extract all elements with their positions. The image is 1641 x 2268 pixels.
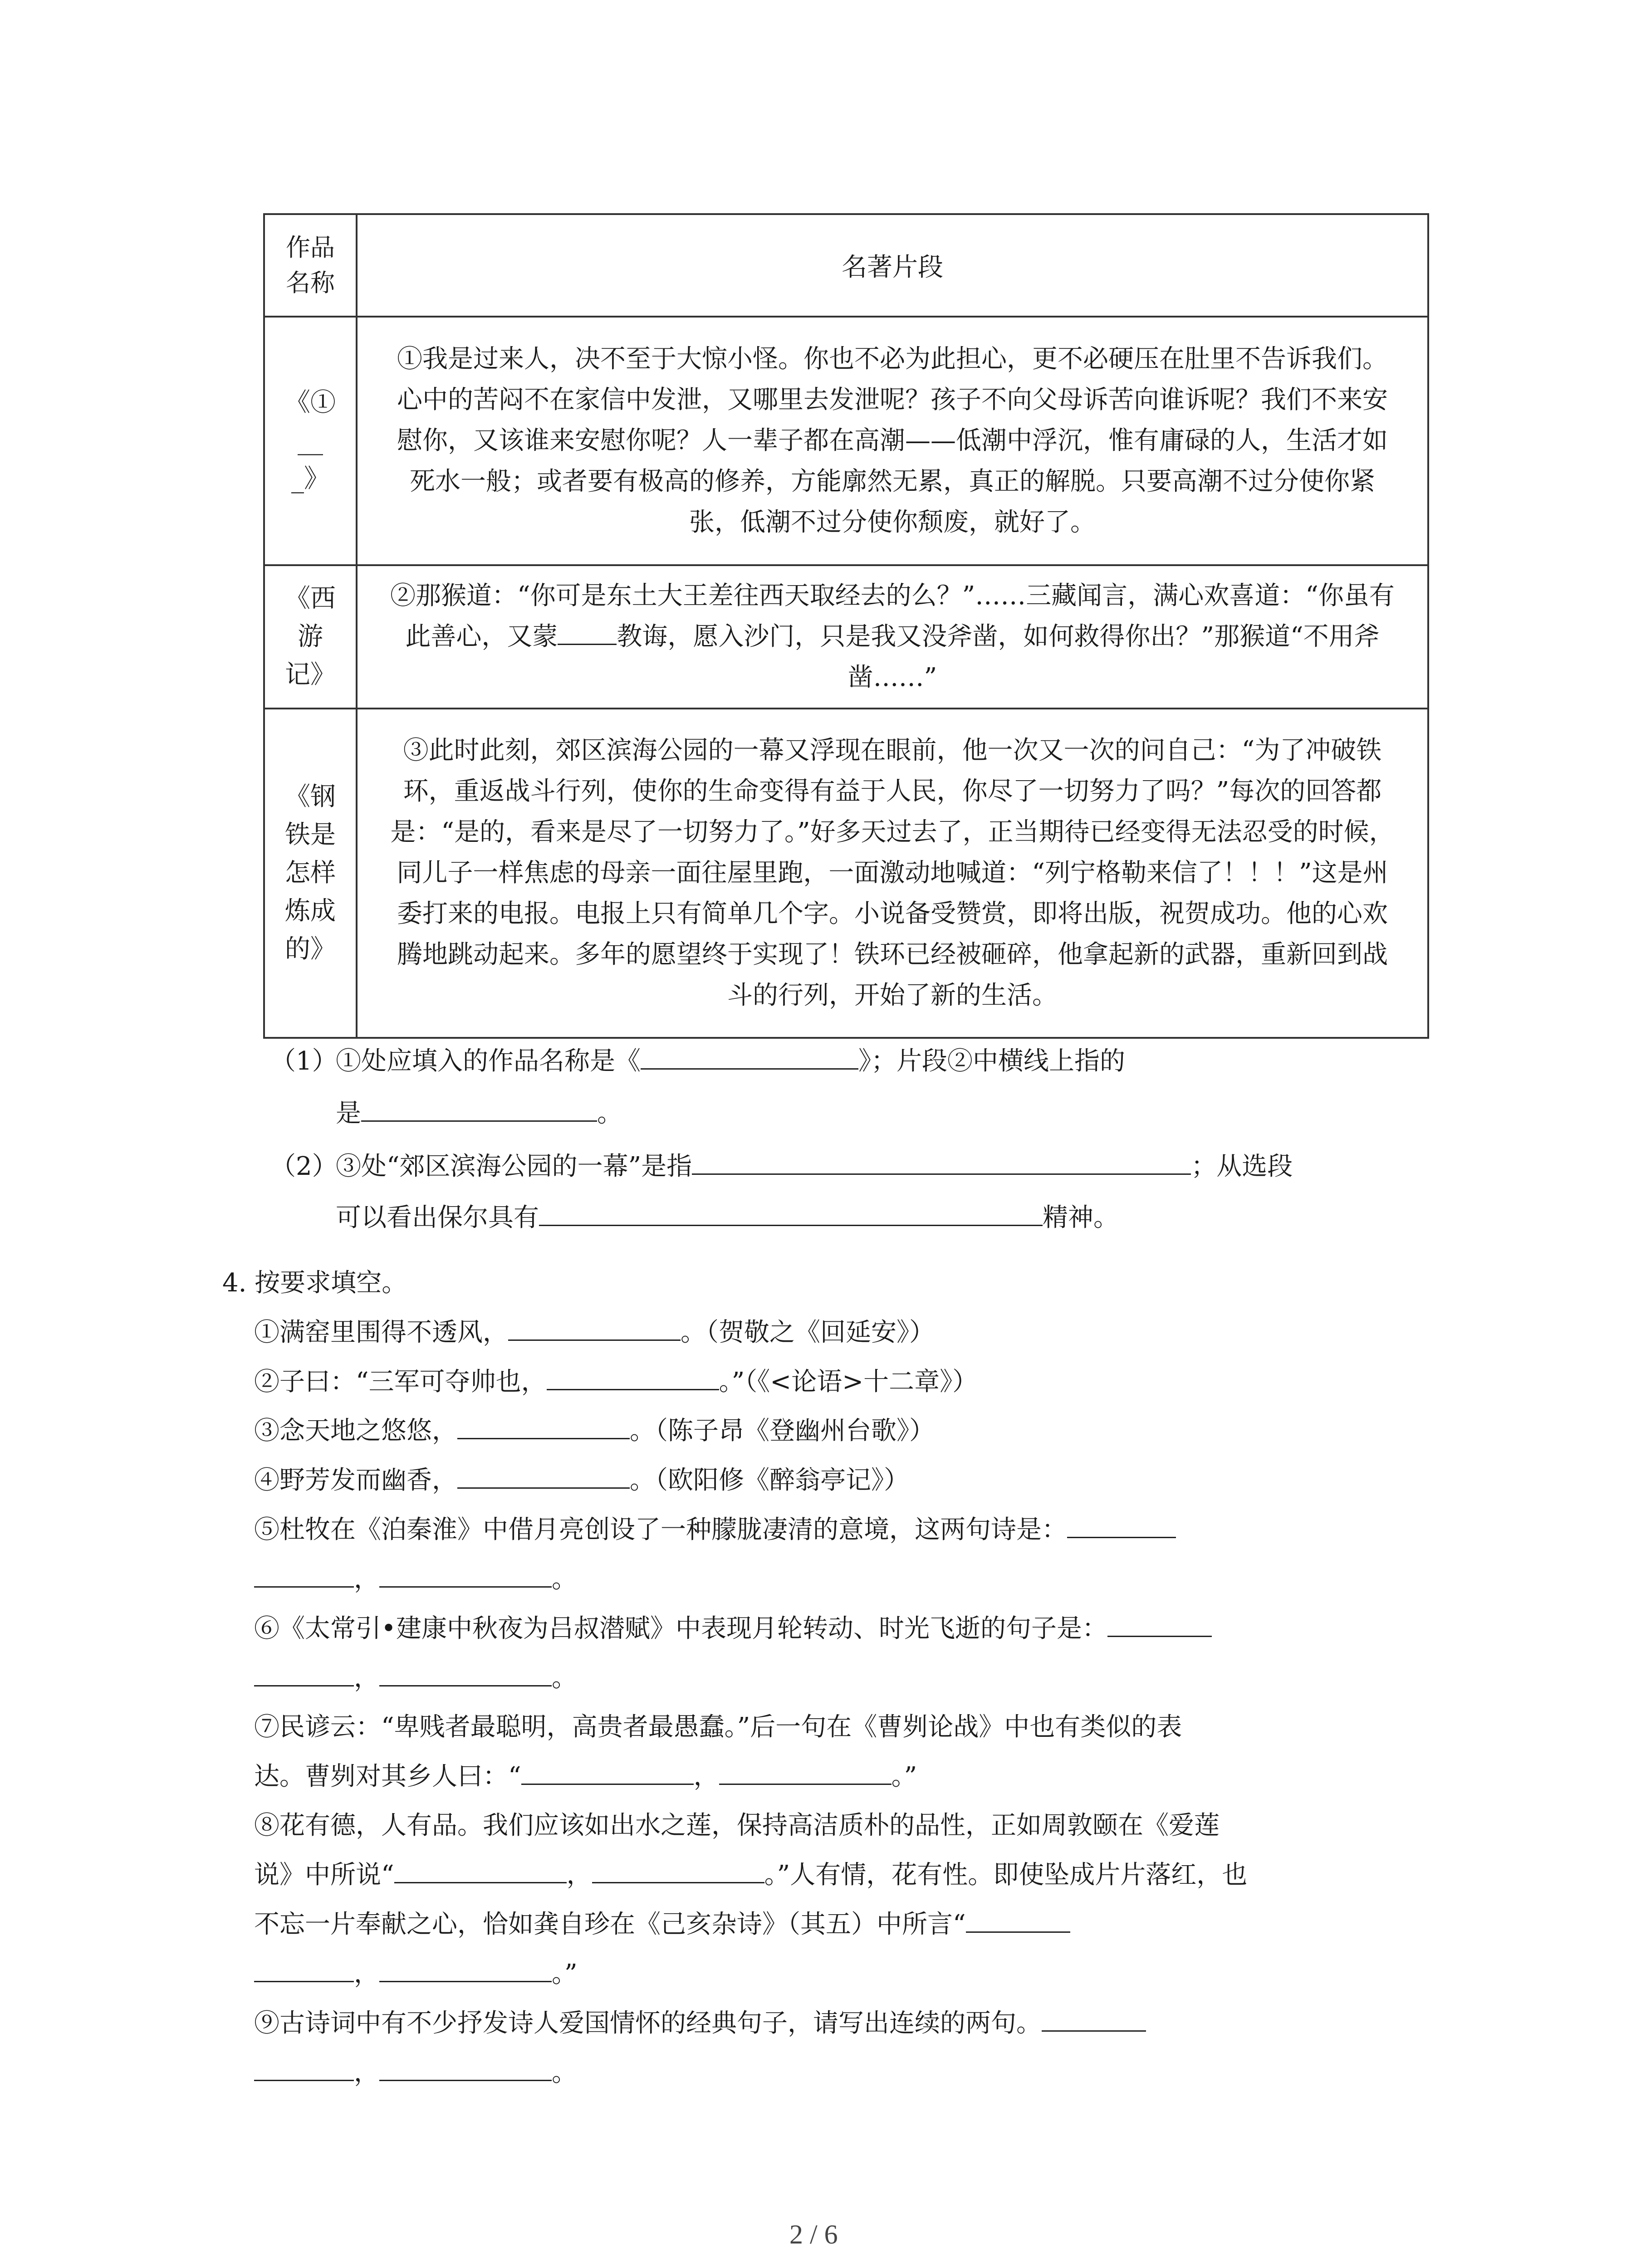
item-text: 。” xyxy=(552,1959,578,1989)
answer-blank[interactable] xyxy=(457,1415,630,1439)
answer-blank[interactable] xyxy=(1042,2008,1146,2032)
answer-blank[interactable] xyxy=(379,1662,552,1686)
row1-fragment-cell xyxy=(358,318,1427,564)
item-5 xyxy=(254,1514,1176,1546)
item-3 xyxy=(254,1415,935,1447)
work-title-blank[interactable] xyxy=(641,1046,858,1070)
row3-fragment-cell xyxy=(358,709,1427,1037)
item-2 xyxy=(254,1366,978,1398)
row2-name-line: 记》 xyxy=(285,660,336,689)
question-1-text: ①处应填入的作品名称是《 xyxy=(336,1046,641,1076)
item-1 xyxy=(254,1317,935,1349)
page-number: 2 / 6 xyxy=(789,2219,838,2249)
question-2-text: ；从选段 xyxy=(1191,1152,1293,1181)
item-7: ⑦民谚云：“卑贱者最聪明，高贵者最愚蠢。”后一句在《曹刿论战》中也有类似的表 xyxy=(254,1712,1182,1742)
item-7-cont xyxy=(254,1761,917,1793)
row2-fragment xyxy=(387,576,1398,698)
question-1-text: 是 xyxy=(336,1099,361,1128)
answer-blank[interactable] xyxy=(1067,1514,1176,1538)
item-text: ， xyxy=(354,1564,379,1594)
answer-blank[interactable] xyxy=(254,1662,354,1686)
question-2-line2 xyxy=(336,1202,1119,1234)
item-text: 。 xyxy=(552,1564,577,1594)
item-text: 不忘一片奉献之心，恰如龚自珍在《己亥杂诗》（其五）中所言“ xyxy=(254,1910,966,1939)
header-name: 作品 名称 xyxy=(286,233,335,297)
row3-name-line: 的》 xyxy=(285,934,336,964)
row2-name xyxy=(285,580,336,694)
answer-blank[interactable] xyxy=(379,1564,552,1588)
item-4 xyxy=(254,1465,909,1496)
scene-meaning-blank[interactable] xyxy=(692,1151,1191,1175)
question-2-text: ③处“郊区滨海公园的一幕”是指 xyxy=(336,1152,692,1181)
row1-name xyxy=(285,384,336,498)
answer-blank[interactable] xyxy=(254,1958,354,1982)
item-text: 达。曹刿对其乡人曰：“ xyxy=(254,1762,521,1791)
row1-name-cell xyxy=(265,318,356,564)
row3-name-line: 铁是 xyxy=(285,820,336,850)
header-name-cell xyxy=(265,215,356,316)
item-8-cont2 xyxy=(254,1909,1070,1941)
answer-blank[interactable] xyxy=(1107,1613,1212,1637)
answer-blank[interactable] xyxy=(966,1909,1070,1933)
literature-table xyxy=(263,213,1429,1039)
item-text: ， xyxy=(566,1860,592,1890)
item-text: ⑤杜牧在《泊秦淮》中借月亮创设了一种朦胧凄清的意境，这两句诗是： xyxy=(254,1515,1067,1545)
header-fragment: 名著片段 xyxy=(842,253,943,282)
item-text: 说》中所说“ xyxy=(254,1860,394,1890)
item-text: ， xyxy=(354,1959,379,1989)
question-2-line1 xyxy=(336,1151,1293,1183)
item-text: 。 xyxy=(552,2058,577,2087)
row1-fragment: ①我是过来人，决不至于大惊小怪。你也不必为此担心，更不必硬压在肚里不告诉我们。心中的苦闷不在家信中发泄，又哪里去发泄呢？孩子不向父母诉苦向谁诉呢？我们不来安慰你，又该谁来安慰你呢？人一辈子都在高潮——低潮中浮沉，惟有庸碌的人，生活才如死水一般；或者要有极高的修养，方能廓然无累，真正的解脱。只要高潮不过分使你紧张，低潮不过分使你颓废，就好了。 xyxy=(397,344,1388,537)
item-text: ， xyxy=(693,1762,719,1791)
answer-blank[interactable] xyxy=(379,2057,552,2081)
item-text: ①满窑里围得不透风， xyxy=(254,1318,508,1347)
item-9-cont xyxy=(254,2057,577,2089)
answer-blank[interactable] xyxy=(592,1859,764,1883)
item-8: ⑧花有德，人有品。我们应该如出水之莲，保持高洁质朴的品性，正如周敦颐在《爱莲 xyxy=(254,1811,1220,1840)
row1-name-line: 《① xyxy=(285,388,336,417)
row2-name-line: 《西 xyxy=(285,584,336,613)
question-1-text: 》；片段②中横线上指的 xyxy=(858,1046,1125,1076)
answer-blank[interactable] xyxy=(547,1366,719,1390)
item-text: ， xyxy=(354,2058,379,2087)
item-text: 。” xyxy=(891,1762,917,1791)
item-text: 。”（《<论语>十二章》） xyxy=(719,1367,978,1397)
row3-name-cell xyxy=(265,709,356,1037)
answer-blank[interactable] xyxy=(254,1564,354,1588)
item-5-cont xyxy=(254,1564,577,1595)
underline-meaning-blank[interactable] xyxy=(361,1098,597,1122)
question-1-line1 xyxy=(336,1046,1125,1077)
row3-name xyxy=(285,778,336,968)
item-text: 。（贺敬之《回延安》） xyxy=(681,1318,935,1347)
spirit-blank[interactable] xyxy=(539,1202,1043,1226)
item-text: 。”人有情，花有性。即使坠成片片落红，也 xyxy=(764,1860,1248,1890)
answer-blank[interactable] xyxy=(719,1761,892,1785)
row1-name-line: __ xyxy=(298,426,323,455)
question-2-text: 可以看出保尔具有 xyxy=(336,1203,539,1232)
question-1-number: （1） xyxy=(270,1046,338,1076)
header-fragment-cell xyxy=(358,215,1427,316)
question-1-line2 xyxy=(336,1098,622,1129)
row2-name-line: 游 xyxy=(298,622,323,651)
item-text: ②子曰：“三军可夺帅也， xyxy=(254,1367,547,1397)
answer-blank[interactable] xyxy=(379,1958,552,1982)
answer-blank[interactable] xyxy=(457,1465,630,1489)
item-6-cont xyxy=(254,1662,577,1694)
item-text: ④野芳发而幽香， xyxy=(254,1466,457,1495)
answer-blank[interactable] xyxy=(521,1761,694,1785)
item-text: ⑨古诗词中有不少抒发诗人爱国情怀的经典句子，请写出连续的两句。 xyxy=(254,2009,1042,2038)
item-9 xyxy=(254,2008,1146,2039)
item-text: ⑥《太常引•建康中秋夜为吕叔潜赋》中表现月轮转动、时光飞逝的句子是： xyxy=(254,1614,1108,1643)
row2-answer-blank[interactable] xyxy=(558,621,617,645)
item-text: 。 xyxy=(552,1663,577,1693)
row2-fragment-cell xyxy=(358,566,1427,708)
row3-name-line: 怎样 xyxy=(285,858,336,888)
question-1-text: 。 xyxy=(597,1099,622,1128)
row2-name-cell xyxy=(265,566,356,708)
item-text: 。（欧阳修《醉翁亭记》） xyxy=(630,1466,909,1495)
answer-blank[interactable] xyxy=(508,1317,681,1341)
item-8-cont xyxy=(254,1859,1247,1891)
item-text: ③念天地之悠悠， xyxy=(254,1416,457,1446)
row3-name-line: 炼成 xyxy=(285,896,336,926)
item-6 xyxy=(254,1613,1212,1645)
answer-blank[interactable] xyxy=(394,1859,567,1883)
row3-fragment: ③此时此刻，郊区滨海公园的一幕又浮现在眼前，他一次又一次的问自己：“为了冲破铁环，重返战斗行列，使你的生命变得有益于人民，你尽了一切努力了吗？”每次的回答都是：“是的，看来是尽了一切努力了。”好多天过去了，正当期待已经变得无法忍受的时候，同儿子一样焦虑的母亲一面往屋里跑，一面激动地喊道：“列宁格勒来信了！！！”这是州委打来的电报。电报上只有简单几个字。小说备受赞赏，即将出版，祝贺成功。他的心欢腾地跳动起来。多年的愿望终于实现了！铁环已经被砸碎，他拿起新的武器，重新回到战斗的行列，开始了新的生活。 xyxy=(390,736,1395,1010)
item-8-cont3 xyxy=(254,1958,578,1990)
question-2-text: 精神。 xyxy=(1043,1203,1119,1232)
row1-name-line: _》 xyxy=(291,464,329,494)
row2-text-b: 教诲，愿入沙门，只是我又没斧凿，如何救得你出？”那猴道“不用斧凿……” xyxy=(617,622,1380,692)
section-4-title: 4. 按要求填空。 xyxy=(222,1268,407,1298)
item-text: 。（陈子昂《登幽州台歌》） xyxy=(630,1416,935,1446)
row3-name-line: 《钢 xyxy=(285,782,336,811)
row2-text-a: ②那猴道：“你可是东土大王差往西天取经去的么？”……三藏闻言，满心欢喜道：“你虽有此善心，又蒙 xyxy=(390,581,1395,651)
item-text: ， xyxy=(354,1663,379,1693)
answer-blank[interactable] xyxy=(254,2057,354,2081)
question-2-number: （2） xyxy=(270,1152,338,1181)
